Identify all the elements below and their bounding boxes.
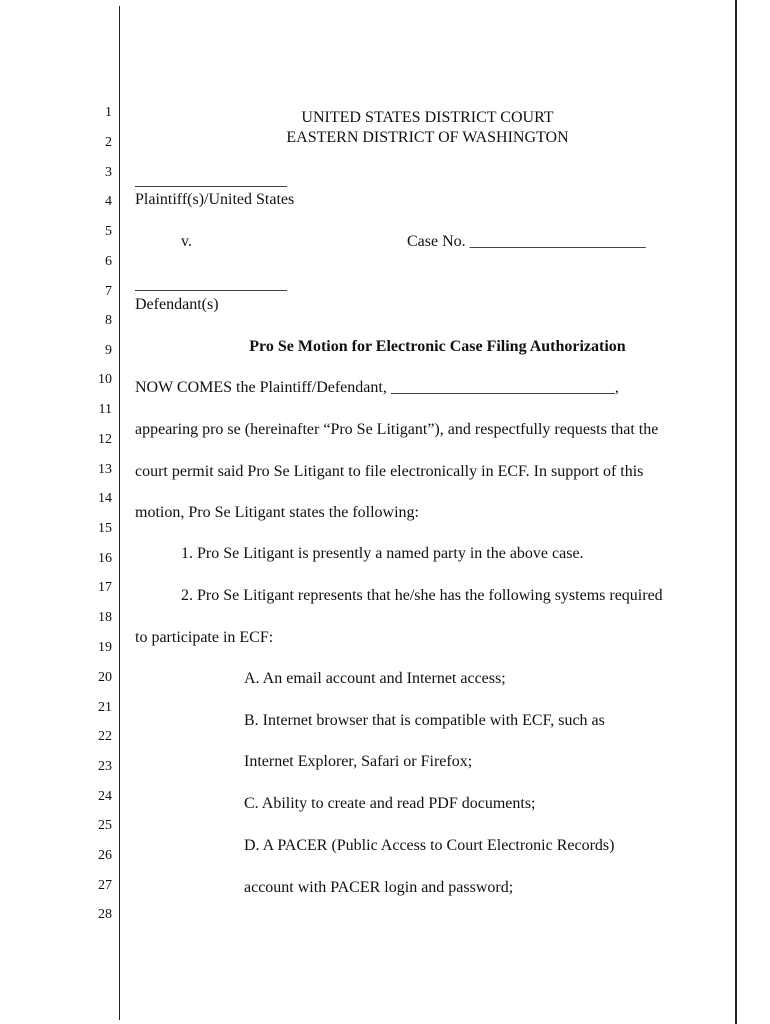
line-number: 17 [98, 580, 112, 595]
body-line: motion, Pro Se Litigant states the following: [135, 504, 419, 521]
defendant-label: Defendant(s) [135, 296, 219, 313]
line-number: 2 [105, 135, 112, 150]
court-name: UNITED STATES DISTRICT COURT [301, 109, 554, 126]
line-number: 13 [98, 462, 112, 477]
left-margin-rule [119, 6, 120, 1020]
body-line: appearing pro se (hereinafter “Pro Se Litigant”), and respectfully requests that the [135, 421, 659, 438]
document-title: Pro Se Motion for Electronic Case Filing Authorization [249, 338, 626, 355]
sub-item-a: A. An email account and Internet access; [244, 670, 506, 687]
body-line: NOW COMES the Plaintiff/Defendant, ____________________________, [135, 379, 619, 396]
line-number: 28 [98, 907, 112, 922]
sub-item-d-continued: account with PACER login and password; [244, 879, 514, 896]
sub-item-b-continued: Internet Explorer, Safari or Firefox; [244, 753, 473, 770]
line-number: 16 [98, 551, 112, 566]
sub-item-c: C. Ability to create and read PDF documents; [244, 795, 536, 812]
line-number: 27 [98, 878, 112, 893]
line-number: 3 [105, 165, 112, 180]
court-district: EASTERN DISTRICT OF WASHINGTON [286, 129, 569, 146]
line-number: 7 [105, 284, 112, 299]
body-line: court permit said Pro Se Litigant to file electronically in ECF. In support of this [135, 463, 644, 480]
line-number: 14 [98, 491, 112, 506]
case-number-field: Case No. ______________________ [407, 233, 646, 250]
line-number: 20 [98, 670, 112, 685]
sub-item-d: D. A PACER (Public Access to Court Electronic Records) [244, 837, 615, 854]
defendant-blank: ___________________ [135, 276, 287, 293]
line-number: 22 [98, 729, 112, 744]
right-margin-rule [735, 0, 737, 1024]
list-item-1: 1. Pro Se Litigant is presently a named party in the above case. [181, 545, 584, 562]
line-number: 8 [105, 313, 112, 328]
line-number: 25 [98, 818, 112, 833]
body-line: to participate in ECF: [135, 629, 274, 646]
line-number: 11 [98, 402, 112, 417]
line-number: 18 [98, 610, 112, 625]
versus-label: v. [181, 233, 192, 250]
line-number: 5 [105, 224, 112, 239]
line-number: 19 [98, 640, 112, 655]
line-number: 10 [98, 372, 112, 387]
line-number: 4 [105, 194, 112, 209]
line-number: 1 [105, 105, 112, 120]
sub-item-b: B. Internet browser that is compatible with ECF, such as [244, 712, 605, 729]
line-number: 24 [98, 789, 112, 804]
line-number: 9 [105, 343, 112, 358]
list-item-2: 2. Pro Se Litigant represents that he/she has the following systems required [181, 587, 663, 604]
line-number: 26 [98, 848, 112, 863]
plaintiff-blank: ___________________ [135, 172, 287, 189]
line-number: 6 [105, 254, 112, 269]
line-number: 12 [98, 432, 112, 447]
line-number: 15 [98, 521, 112, 536]
line-number: 23 [98, 759, 112, 774]
line-number: 21 [98, 700, 112, 715]
plaintiff-label: Plaintiff(s)/United States [135, 191, 295, 208]
